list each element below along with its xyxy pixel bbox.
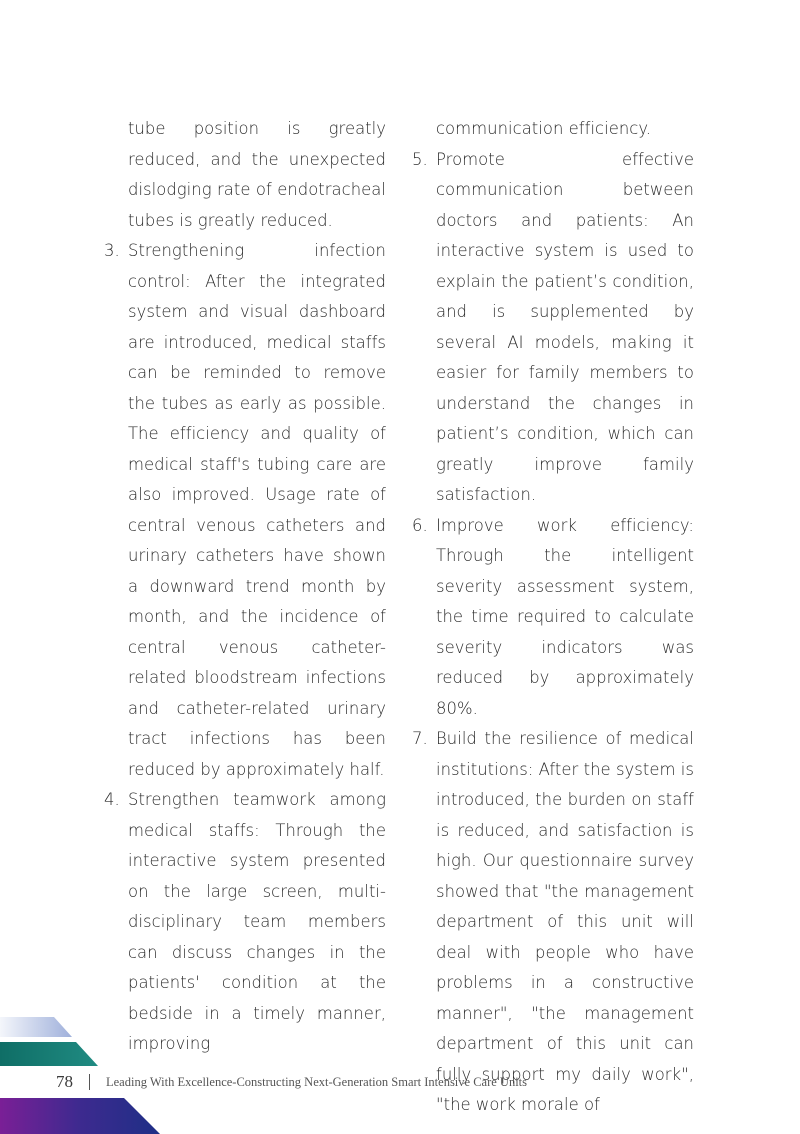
list-item-text: Build the resilience of medical institutions: After the system is introduced, the burden on staff is reduced, and satisfaction is high. Our questionnaire survey showed that "the management department of this unit will deal with people who have problems in a constructive manner", "the management department of this unit can fully support my daily work", "the work morale of: [436, 729, 694, 1114]
list-item-text: Promote effective communication between doctors and patients: An interactive system is used to explain the patient’s condition, and is supplemented by several AI models, making it easier for family members to understand the changes in patient’s condition, which can greatly improve family satisfaction.: [436, 149, 694, 504]
running-title: Leading With Excellence-Constructing Next-Generation Smart Intensive Care Units: [106, 1074, 528, 1089]
decorative-stripe-purple: [0, 1098, 160, 1134]
left-continuation-paragraph: tube position is greatly reduced, and the unexpected dislodging rate of endotracheal tubes is greatly reduced.: [128, 119, 386, 230]
list-item-4: [104, 785, 386, 1060]
list-number: 6.: [412, 515, 428, 535]
list-number: 7.: [412, 729, 428, 748]
page-number: 78: [56, 1072, 73, 1091]
list-item-6: [412, 511, 694, 725]
list-item-5: [412, 145, 694, 511]
decorative-stripe-light: [0, 1017, 72, 1037]
page-footer: [56, 1071, 527, 1093]
list-item-text: Improve work efficiency: Through the intelligent severity assessment system, the time required to calculate severity indicators was reduced by approximately 80%.: [436, 515, 694, 718]
left-column: [104, 114, 386, 1060]
list-item-text: Strengthen teamwork among medical staffs: Through the interactive system presented on the large screen, multi-disciplinary team members can discuss changes in the patients' condition at the bedside in a timely manner, improving: [128, 790, 386, 1053]
list-item-text: Strengthening infection control: After the integrated system and visual dashboard are introduced, medical staffs can be reminded to remove the tubes as early as possible. The efficiency and quality of medical staff's tubing care are also improved. Usage rate of central venous catheters and urinary catheters have shown a downward trend month by month, and the incidence of central venous catheter-related bloodstream infections and catheter-related urinary tract infections has been reduced by approximately half.: [128, 241, 386, 779]
right-continuation-paragraph: communication efficiency.: [436, 119, 652, 138]
list-number: 3.: [104, 241, 120, 260]
right-column: [412, 114, 694, 1121]
list-number: 5.: [412, 149, 428, 169]
list-item-3: [104, 236, 386, 785]
list-item-7: [412, 724, 694, 1121]
list-number: 4.: [104, 790, 120, 809]
footer-divider: [89, 1074, 90, 1090]
decorative-stripe-teal: [0, 1042, 98, 1066]
